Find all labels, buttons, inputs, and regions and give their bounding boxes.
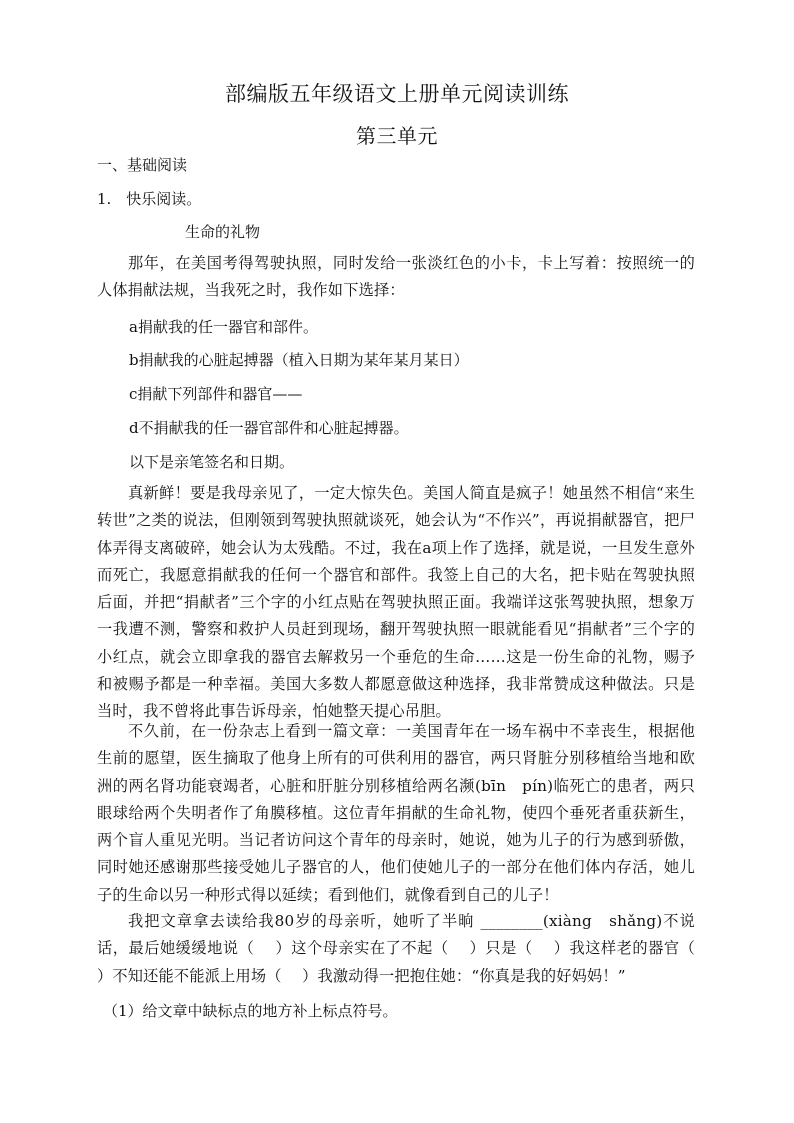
option-c: c捐献下列部件和器官—— [129, 385, 303, 403]
sub-question-1: （1）给文章中缺标点的地方补上标点符号。 [103, 1002, 398, 1020]
section-heading: 一、基础阅读 [97, 156, 188, 174]
paragraph-1: 那年，在美国考得驾驶执照，同时发给一张淡红色的小卡，卡上写着：按照统一的人体捐献法规，当我死之时，我作如下选择： [97, 254, 695, 300]
option-d: d不捐献我的任一器官部件和心脏起搏器。 [129, 419, 409, 437]
option-a: a捐献我的任一器官和部件。 [129, 318, 318, 336]
option-b: b捐献我的心脏起搏器（植入日期为某年某月某日） [129, 351, 469, 369]
unit-title: 第三单元 [356, 124, 438, 148]
passage-title: 生命的礼物 [185, 223, 261, 241]
paragraph-2: 真新鲜！要是我母亲见了，一定大惊失色。美国人简直是疯子！她虽然不相信“来生转世”之类的说法，但刚领到驾驶执照就谈死，她会认为“不作兴”，再说捐献器官，把尸体弄得支离破碎，她会认为太残酷。不过，我在a项上作了选择，就是说，一旦发生意外而死亡，我愿意捐献我的任何一个器官和部件。我签上自己的大名，把卡贴在驾驶执照后面，并把“捐献者”三个字的小红点贴在驾驶执照正面。我端详这张驾驶执照，想象万一我遭不测，警察和救护人员赶到现场，翻开驾驶执照一眼就能看见“捐献者”三个字的小红点，就会立即拿我的器官去解救另一个垂危的生命……这是一份生命的礼物，赐予和被赐予都是一种幸福。美国大多数人都愿意做这种选择，我非常赞成这种做法。只是当时，我不曾将此事告诉母亲，怕她整天提心吊胆。 [97, 484, 695, 721]
paragraph-3: 不久前，在一份杂志上看到一篇文章：一美国青年在一场车祸中不幸丧生，根据他生前的愿望，医生摘取了他身上所有的可供利用的器官，两只肾脏分别移植给当地和欧洲的两名肾功能衰竭者，心脏和肝脏分别移植给两名濒(bīn pín)临死亡的患者，两只眼球给两个失明者作了角膜移植。这位青年捐献的生命礼物，使四个垂死者重获新生，两个盲人重见光明。当记者访问这个青年的母亲时，她说，她为儿子的行为感到骄傲，同时她还感谢那些接受她儿子器官的人，他们使她儿子的一部分在他们体内存活，她儿子的生命以另一种形式得以延续；看到他们，就像看到自己的儿子！ [97, 722, 695, 904]
signature-line: 以下是亲笔签名和日期。 [129, 453, 295, 471]
question-1-heading: 1. 快乐阅读。 [97, 190, 202, 208]
document-title: 部编版五年级语文上册单元阅读训练 [225, 82, 569, 106]
paragraph-4: 我把文章拿去读给我80岁的母亲听，她听了半晌 ________(xiàng shǎng)不说话，最后她缓缓地说（ ）这个母亲实在了不起（ ）只是（ ）我这样老的器官（ ）不知还能不能派上用场（ ）我激动得一把抱住她：“你真是我的好妈妈！” [97, 912, 716, 985]
